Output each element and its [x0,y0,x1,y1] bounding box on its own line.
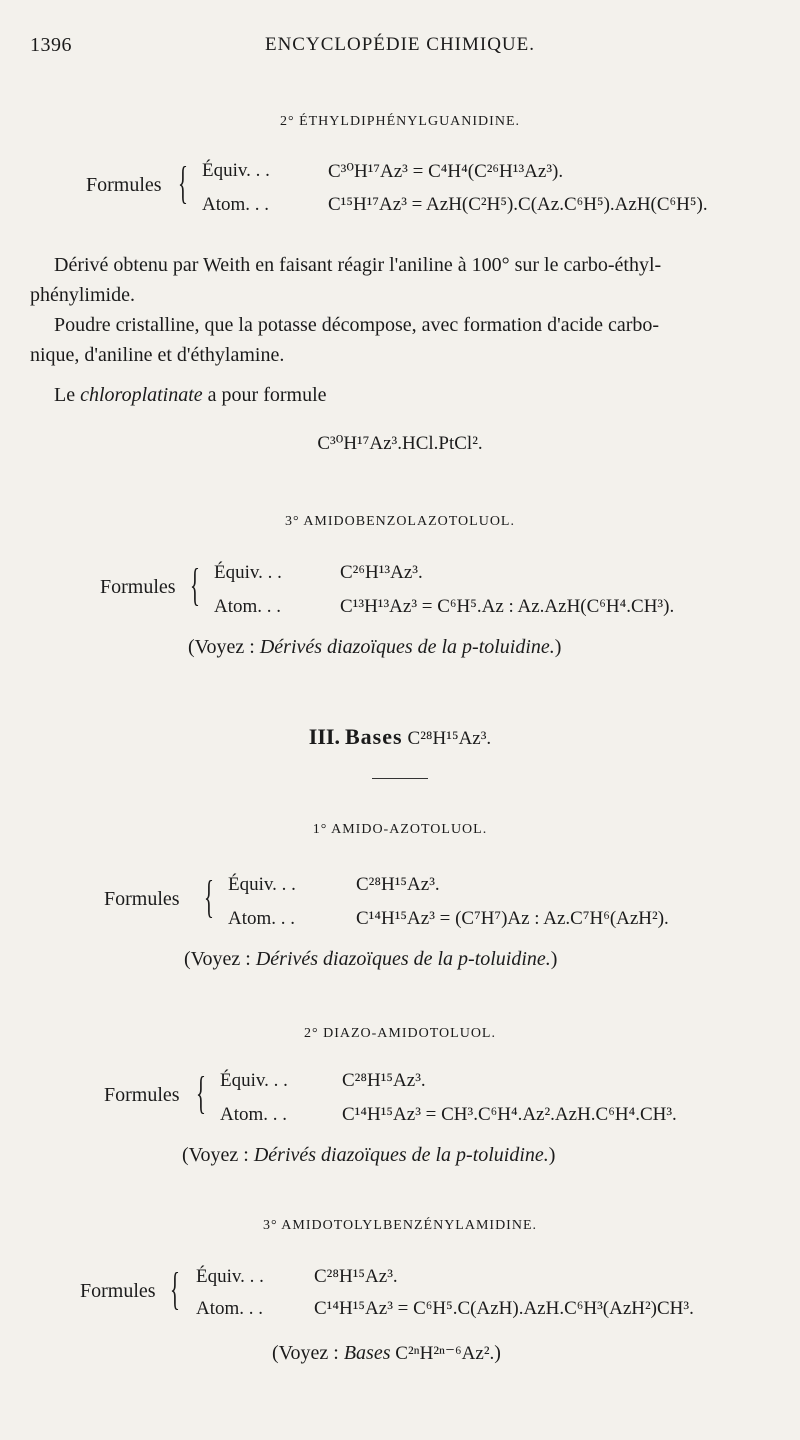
chapter-heading-bases [0,724,800,750]
atom-formula: C¹³H¹³Az³ = C⁶H⁵.Az : Az.AzH(C⁶H⁴.CH³). [340,596,675,617]
text-span: Le [54,384,81,406]
formules-label: Formules [86,174,162,196]
voyez-note [272,1342,501,1365]
paragraph-line: Poudre cristalline, que la potasse décompose, avec formation d'acide carbo- [54,314,660,336]
voyez-note [182,1144,555,1167]
text-span: (Voyez : [184,948,256,970]
atom-formula: C¹⁵H¹⁷Az³ = AzH(C²H⁵).C(Az.C⁶H⁵).AzH(C⁶H⁵). [328,194,708,215]
formules-label: Formules [104,1084,180,1106]
equiv-label: Équiv. . . [220,1070,288,1091]
equiv-formula: C²⁸H¹⁵Az³. [342,1070,426,1091]
chapter-formula: C²⁸H¹⁵Az³. [407,728,492,749]
paragraph-derive [54,250,774,280]
atom-formula: C¹⁴H¹⁵Az³ = CH³.C⁶H⁴.Az².AzH.C⁶H⁴.CH³. [342,1104,677,1125]
section-heading-amidobenzolazotoluol: 3° AMIDOBENZOLAZOTOLUOL. [285,514,515,529]
divider-rule [372,778,428,779]
running-title: ENCYCLOPÉDIE CHIMIQUE. [264,34,536,55]
formules-label: Formules [100,576,176,598]
text-span: ) [554,636,562,658]
equiv-formula: C²⁸H¹⁵Az³. [356,874,440,895]
atom-label: Atom. . . [202,194,270,215]
text-span: (Voyez : [272,1342,344,1364]
chloroplatinate-formula: C³⁰H¹⁷Az³.HCl.PtCl². [317,433,483,454]
text-span: ) [548,1144,556,1166]
section-heading-amidotolylbenzenylamidine: 3° AMIDOTOLYLBENZÉNYLAMIDINE. [262,1218,538,1233]
brace-icon: { [204,871,214,922]
text-span: ) [494,1342,501,1364]
roman-numeral: III. [308,724,340,749]
formules-label: Formules [80,1280,156,1302]
section-heading-ethyldiphenylguanidine: 2° ÉTHYLDIPHÉNYLGUANIDINE. [279,114,520,129]
equiv-label: Équiv. . . [214,562,282,583]
italic-reference: Bases [343,1342,391,1364]
italic-reference: Dérivés diazoïques de la p-toluidine. [253,1144,549,1166]
reference-formula: C²ⁿH²ⁿ⁻⁶Az². [390,1343,495,1364]
equiv-label: Équiv. . . [196,1266,264,1287]
section-heading-diazo-amidotoluol: 2° DIAZO-AMIDOTOLUOL. [304,1026,496,1041]
voyez-note [184,948,557,971]
text-span: (Voyez : [182,1144,254,1166]
brace-icon: { [190,559,200,610]
voyez-note [188,636,561,659]
chapter-title: Bases [344,724,403,749]
atom-label: Atom. . . [228,908,296,929]
italic-reference: Dérivés diazoïques de la p-toluidine. [259,636,555,658]
paragraph-line: phénylimide. [30,284,135,306]
italic-term: chloroplatinate [80,384,203,406]
brace-icon: { [170,1263,180,1314]
atom-formula: C¹⁴H¹⁵Az³ = C⁶H⁵.C(AzH).AzH.C⁶H³(AzH²)CH³. [314,1298,694,1319]
equiv-label: Équiv. . . [202,160,270,181]
italic-reference: Dérivés diazoïques de la p-toluidine. [255,948,551,970]
equiv-formula: C²⁸H¹⁵Az³. [314,1266,398,1287]
paragraph-line: nique, d'aniline et d'éthylamine. [30,344,285,366]
formules-label: Formules [104,888,180,910]
brace-icon: { [196,1067,206,1118]
atom-formula: C¹⁴H¹⁵Az³ = (C⁷H⁷)Az : Az.C⁷H⁶(AzH²). [356,908,669,929]
page-number: 1396 [30,34,72,56]
equiv-formula: C³⁰H¹⁷Az³ = C⁴H⁴(C²⁶H¹³Az³). [328,161,564,182]
section-heading-amido-azotoluol: 1° AMIDO-AZOTOLUOL. [312,822,488,837]
atom-label: Atom. . . [196,1298,264,1319]
atom-label: Atom. . . [214,596,282,617]
equiv-label: Équiv. . . [228,874,296,895]
text-span: (Voyez : [188,636,260,658]
atom-label: Atom. . . [220,1104,288,1125]
equiv-formula: C²⁶H¹³Az³. [340,562,423,583]
chloroplatinate-line [54,384,327,407]
brace-icon: { [178,157,188,208]
paragraph-line: Dérivé obtenu par Weith en faisant réagir l'aniline à 100° sur le carbo-éthyl- [54,254,662,276]
text-span: ) [550,948,558,970]
paragraph-poudre [54,310,774,340]
text-span: a pour formule [202,384,327,406]
